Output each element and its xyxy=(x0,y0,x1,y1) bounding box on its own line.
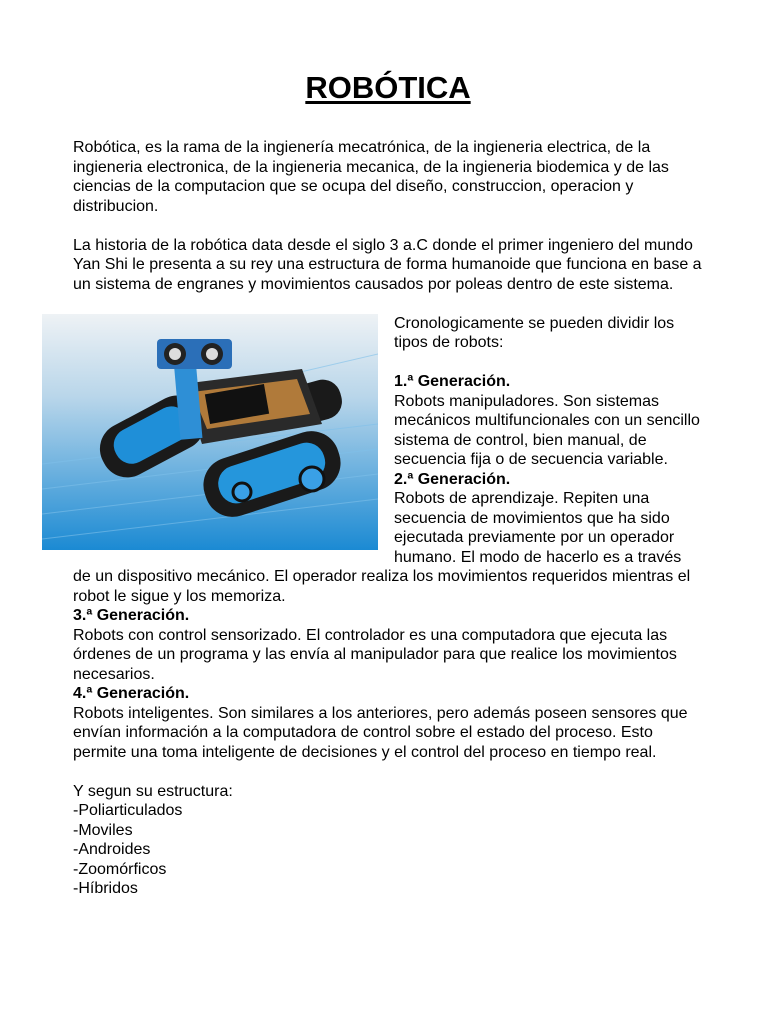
structure-intro: Y segun su estructura: xyxy=(73,782,233,800)
list-item: -Zoomórficos xyxy=(73,860,167,878)
generation-4-heading: 4.ª Generación. xyxy=(73,685,190,702)
generation-1-heading: 1.ª Generación. xyxy=(394,373,511,390)
generation-2-heading: 2.ª Generación. xyxy=(394,470,511,488)
document-page xyxy=(73,68,703,899)
generation-2-text: Robots de aprendizaje. Repiten una secuencia de movimientos que ha sido ejecutada previamente por un operador humano. El modo de hacerlo es a través de un dispositivo mecánico. El operador realiza los movimientos requeridos mientras el robot le sigue y los memoriza. xyxy=(73,490,691,605)
history-paragraph: La historia de la robótica data desde el siglo 3 a.C donde el primer ingeniero del mundo Yan Shi le presenta a su rey una estructura de forma humanoide que funciona en base a un sistema de engranes y movimientos causados por poleas dentro de este sistema. xyxy=(73,236,702,293)
list-item: -Híbridos xyxy=(73,880,138,897)
list-item: -Androides xyxy=(73,841,151,858)
chronology-intro: Cronologicamente se pueden dividir los tipos de robots: xyxy=(394,314,675,351)
intro-paragraph: Robótica, es la rama de la ingienería mecatrónica, de la ingieneria electrica, de la ingieneria electronica, de la ingieneria mecanica, de la ingieneria biodemica y de las ciencias de la computacion que se ocupa del diseño, construccion, operacion y distribucion. xyxy=(73,139,669,215)
robot-photo xyxy=(42,314,378,550)
page-title: ROBÓTICA xyxy=(305,70,471,105)
robot-tank-illustration xyxy=(42,314,378,550)
structure-list xyxy=(73,801,703,899)
generation-3-heading: 3.ª Generación. xyxy=(73,607,190,624)
generation-3-text: Robots con control sensorizado. El controlador es una computadora que ejecuta las órdenes de un programa y las envía al manipulador para que realice los movimientos necesarios. xyxy=(73,626,677,683)
generation-1-text: Robots manipuladores. Son sistemas mecánicos multifuncionales con un sencillo sistema de control, bien manual, de secuencia fija o de secuencia variable. xyxy=(394,392,700,468)
list-item: -Poliarticulados xyxy=(73,802,183,819)
list-item: -Moviles xyxy=(73,821,133,839)
generation-4-text: Robots inteligentes. Son similares a los anteriores, pero además poseen sensores que envían información a la computadora de control sobre el estado del proceso. Esto permite una toma inteligente de decisiones y el control del proceso en tiempo real. xyxy=(73,704,688,761)
